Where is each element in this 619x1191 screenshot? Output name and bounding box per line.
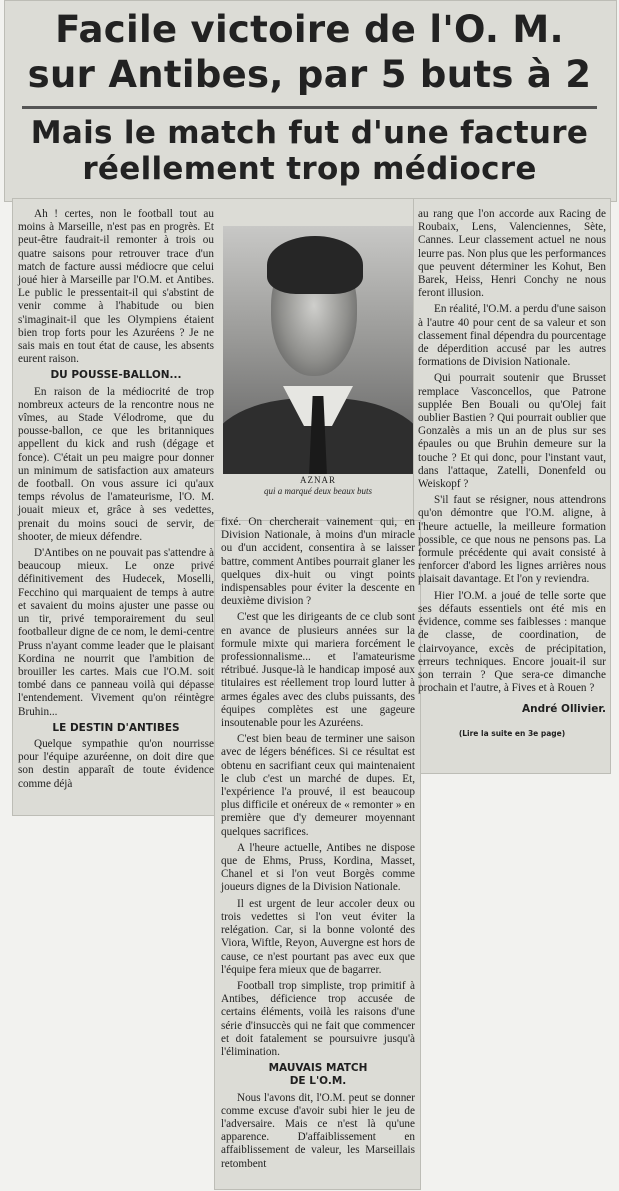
photo-caption-text: qui a marqué deux beaux buts — [264, 486, 372, 496]
headline-rule — [22, 106, 597, 109]
paragraph: fixé. On chercherait vainement qui, en Division Nationale, à moins d'un miracle ou d'un accident, consentira à se laisser battre, comment Antibes pourrait glaner les quelques dix-huit ou vingt points indispensables pour éviter la descente en deuxième division ? — [221, 516, 415, 608]
headline-line-1: Facile victoire de l'O. M. — [55, 8, 564, 51]
article-column-3 — [418, 208, 606, 740]
paragraph: Il est urgent de leur accoler deux ou trois vedettes si l'on veut éviter la relégation. Car, si la bonne volonté des Viora, Wiftle, Reyon, Auvergne est hors de cause, ce n'est pourtant pas avec eux que l'équipe fera mieux que de bagarrer. — [221, 897, 415, 976]
photo-hair — [267, 236, 363, 294]
paragraph: Ah ! certes, non le football tout au moins à Marseille, n'est pas en progrès. Et peut-être faudrait-il remonter à trois ou quatre saisons pour retrouver trace d'un match de facture aussi médiocre que celui joué hier à Marseille par l'O.M. et Antibes. Le public le pressentait-il qui s'abstint de venir comme à l'habitude ou bien s'imaginait-il que les Olympiens étaient bien trop forts pour les Azuréens ? Je ne sais mais en tout état de cause, les absents eurent raison. — [18, 208, 214, 366]
continued-note: (Lire la suite en 3e page) — [458, 728, 566, 738]
author-signature: André Ollivier. — [521, 703, 606, 716]
paragraph: A l'heure actuelle, Antibes ne dispose que de Ehms, Pruss, Kordina, Masset, Chanel et si l'on veut Borgès comme joueurs dignes de la Division Nationale. — [221, 841, 415, 894]
headline-line-2: sur Antibes, par 5 buts à 2 — [27, 53, 592, 96]
subheading-pousse-ballon: DU POUSSE-BALLON... — [50, 369, 182, 382]
paragraph: D'Antibes on ne pouvait pas s'attendre à beaucoup mieux. Le onze privé définitivement des Hudecek, Moselli, Fecchino qui marquaient de temps à autre et savaient du moins ajuster une passe ou un tir, privé temporairement du seul footballeur digne de ce nom, le demi-centre Pruss n'ayant comme leader que le plaisant Kordina ne nourrit que l'ambition de brouiller les cartes. Mais cue l'O.M. soit tombé dans ce panneau voilà qui dépasse l'entendement. Vivement qu'on réintègre Bruhin... — [18, 547, 214, 718]
paragraph: C'est que les dirigeants de ce club sont en avance de plusieurs années sur la formule mixte qui mariera forcément le professionnalisme... et l'amateurisme rétribué. Jusque-là le handicap imposé aux titulaires est réellement trop lourd lutter à armes égales avec des clubs puissants, des équipes complètes est une gageure insoutenable pour les Azuréens. — [221, 611, 415, 730]
paragraph: Quelque sympathie qu'on nourrisse pour l'équipe azuréenne, on doit dire que son destin apparaît de toute évidence comme déjà — [18, 737, 214, 790]
paragraph: Qui pourrait soutenir que Brusset remplace Vasconcellos, que Patrone supplée Ben Bouali ou qu'Olej fait oublier Bastien ? Qui pourrait oublier que Gonzalès a mis un an de plus sur ses épaules ou que Bruhin demeure sur la touche ? Et qui donc, pour l'instant vaut, dans l'attaque, Zatelli, Donenfeld ou Weiskopf ? — [418, 372, 606, 491]
paragraph: Nous l'avons dit, l'O.M. peut se donner comme excuse d'avoir subi hier le jeu de l'adversaire. Mais ce n'est là qu'une apparence. D'affaiblissement en affaiblissement de valeur, les Marseillais retombent — [221, 1091, 415, 1170]
paragraph: En réalité, l'O.M. a perdu d'une saison à l'autre 40 pour cent de sa valeur et son classement final dépendra du pourcentage de déperdition accusé par les autres formations de Division Nationale. — [418, 303, 606, 369]
paragraph: Hier l'O.M. a joué de telle sorte que ses défauts essentiels ont été mis en évidence, comme ses faiblesses : manque de classe, de coordination, de clairvoyance, excès de précipitation, erreurs techniques. Encore jouait-il sur son terrain ? Que sera-ce dimanche prochain et l'autre, à Fives et à Rouen ? — [418, 589, 606, 695]
deck-line-1: Mais le match fut d'une facture — [30, 115, 589, 151]
deck-line-2: réellement trop médiocre — [82, 151, 537, 187]
subheading-mauvais-match: MAUVAIS MATCH — [268, 1062, 368, 1075]
article-column-1 — [18, 208, 214, 794]
paragraph: Football trop simpliste, trop primitif à Antibes, déficience trop accusée de certains éléments, voilà les raisons d'une série d'insuccès qui ne fait que commencer et doit fatalement se poursuivre jusqu'à l'élimination. — [221, 979, 415, 1058]
photo-caption — [223, 475, 413, 497]
subheading-de-lom: DE L'O.M. — [289, 1075, 347, 1088]
player-photo — [223, 226, 413, 474]
paragraph: C'est bien beau de terminer une saison avec de légers bénéfices. Si ce résultat est obtenu en sacrifiant ceux qui maintenaient le club c'est un marché de dupes. Et, l'expérience l'a prouvé, il est beaucoup plus difficile et onéreux de « remonter » en première que d'y demeurer moyennant quelques sacrifices. — [221, 733, 415, 838]
paragraph: au rang que l'on accorde aux Racing de Roubaix, Lens, Valenciennes, Sète, Cannes. Leur classement actuel ne nous leurre pas. Non plus que les performances que peuvent déterminer les Kohut, Ben Barek, Heiss, Henri Conchy ne nous feront illusion. — [418, 208, 606, 300]
subheading-destin-antibes: LE DESTIN D'ANTIBES — [52, 721, 180, 734]
paragraph: S'il faut se résigner, nous attendrons qu'on démontre que l'O.M. aligne, à l'heure actuelle, la meilleure formation possible, ce que nous ne pensons pas. La formule précédente qui avait consisté à renforcer d'abord les lignes arrières nous plaisait davantage. Et l'on y reviendra. — [418, 494, 606, 586]
photo-caption-name: AZNAR — [300, 475, 336, 485]
article-column-2 — [221, 516, 415, 1174]
paragraph: En raison de la médiocrité de trop nombreux acteurs de la rencontre nous ne vîmes, au Stade Vélodrome, que du pousse-ballon, ce que les britanniques appellent du kick and rush (dégage et fonce). C'était un peu maigre pour donner un minimum de satisfaction aux amateurs de football. On vous assure ici qu'aux temps révolus de l'amateurisme, l'O. M. jouait mieux et, grâce à ses vedettes, prenait du moins souci de servir, de shooter, de mieux défendre. — [18, 385, 214, 543]
